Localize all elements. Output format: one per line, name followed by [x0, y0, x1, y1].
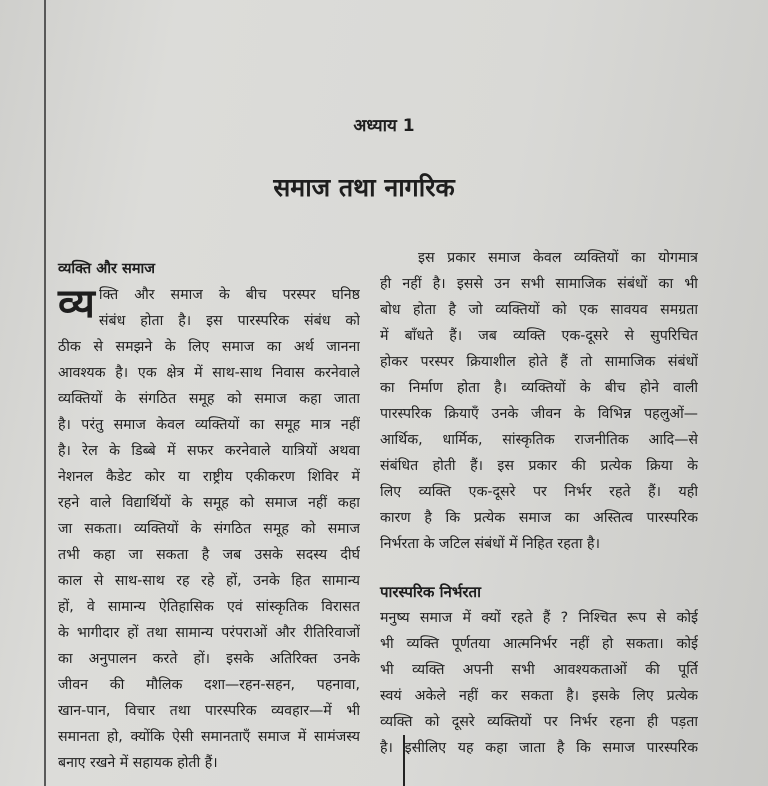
text-line: है। इसीलिए यह कहा जाता है कि समाज पारस्परिक — [380, 740, 698, 756]
text-line: व्यक्ति को दूसरे व्यक्तियों पर निर्भर रहना ही पड़ता — [380, 714, 698, 730]
left-column — [58, 256, 360, 776]
section-heading-2: पारस्परिक निर्भरता — [380, 583, 481, 601]
text-line: बोध होता है जो व्यक्तियों को एक सावयव समग्रता — [380, 302, 698, 318]
dropcap: व्य — [58, 281, 95, 327]
text-line: में बाँधते हैं। जब व्यक्ति एक-दूसरे से सुपरिचित — [380, 328, 698, 344]
text-line: होकर परस्पर क्रियाशील होते हैं तो सामाजिक संबंधों — [380, 354, 698, 370]
chapter-label: अध्याय 1 — [353, 116, 415, 136]
text-line: नेशनल कैडेट कोर या राष्ट्रीय एकीकरण शिविर में — [58, 469, 360, 485]
text-line: आर्थिक, धार्मिक, सांस्कृतिक राजनीतिक आदि—से — [380, 432, 698, 448]
text-line: तभी कहा जा सकता है जब उसके सदस्य दीर्घ — [58, 547, 360, 563]
text-line: हों, वे सामान्य ऐतिहासिक एवं सांस्कृतिक विरासत — [58, 599, 360, 615]
text-line: पारस्परिक क्रियाएँ उनके जीवन के विभिन्न पहलुओं— — [380, 406, 698, 422]
text-line: भी व्यक्ति पूर्णतया आत्मनिर्भर नहीं हो सकता। कोई — [380, 636, 698, 652]
text-line: ही नहीं है। इससे उन सभी सामाजिक संबंधों का भी — [380, 276, 698, 292]
text-line: इस प्रकार समाज केवल व्यक्तियों का योगमात्र — [418, 250, 698, 266]
text-line: जीवन की मौलिक दशा—रहन-सहन, पहनावा, — [58, 677, 360, 693]
text-line: स्वयं अकेले नहीं कर सकता है। इसके लिए प्रत्येक — [380, 688, 698, 704]
text-line: भी व्यक्ति अपनी सभी आवश्यकताओं की पूर्ति — [380, 662, 698, 678]
page-title: समाज तथा नागरिक — [273, 173, 455, 202]
text-line: का अनुपालन करते हों। इसके अतिरिक्त उनके — [58, 651, 360, 667]
text-line: संबंधित होती हैं। इस प्रकार की प्रत्येक क्रिया के — [380, 458, 698, 474]
text-line: आवश्यक है। एक क्षेत्र में साथ-साथ निवास करनेवाले — [58, 365, 360, 381]
text-line: कारण है कि प्रत्येक समाज का अस्तित्व पारस्परिक — [380, 510, 698, 526]
text-line: जा सकता। व्यक्तियों के संगठित समूह को समाज — [58, 521, 360, 537]
text-line: समानता हो, क्योंकि ऐसी समानताएँ समाज में सामंजस्य — [58, 729, 360, 745]
text-line: खान-पान, विचार तथा पारस्परिक व्यवहार—में भी — [58, 703, 360, 719]
text-line: काल से साथ-साथ रह रहे हों, उनके हित सामान्य — [58, 573, 360, 589]
text-line: मनुष्य समाज में क्यों रहते हैं ? निश्चित रूप से कोई — [380, 610, 698, 626]
text-line: लिए व्यक्ति एक-दूसरे पर निर्भर रहते हैं। यही — [380, 484, 698, 500]
text-line: ठीक से समझने के लिए समाज का अर्थ जानना — [58, 339, 360, 355]
text-line: है। रेल के डिब्बे में सफर करनेवाले यात्रियों अथवा — [58, 443, 360, 459]
text-line: बनाए रखने में सहायक होती हैं। — [58, 755, 218, 771]
text-line: क्ति और समाज के बीच परस्पर घनिष्ठ — [98, 287, 360, 303]
text-line: संबंध होता है। इस पारस्परिक संबंध को — [98, 313, 360, 329]
right-column — [380, 245, 698, 761]
text-line: रहने वाले विद्यार्थियों के समूह को समाज नहीं कहा — [58, 495, 360, 511]
text-line: व्यक्तियों के संगठित समूह को समाज कहा जाता — [58, 391, 360, 407]
text-line: है। परंतु समाज केवल व्यक्तियों का समूह मात्र नहीं — [58, 417, 360, 433]
text-line: निर्भरता के जटिल संबंधों में निहित रहता है। — [380, 536, 600, 552]
text-line: का निर्माण होता है। व्यक्तियों के बीच होने वाली — [380, 380, 698, 396]
text-line: के भागीदार हों तथा सामान्य परंपराओं और रीतिरिवाजों — [58, 625, 360, 641]
section-heading: व्यक्ति और समाज — [58, 261, 156, 277]
